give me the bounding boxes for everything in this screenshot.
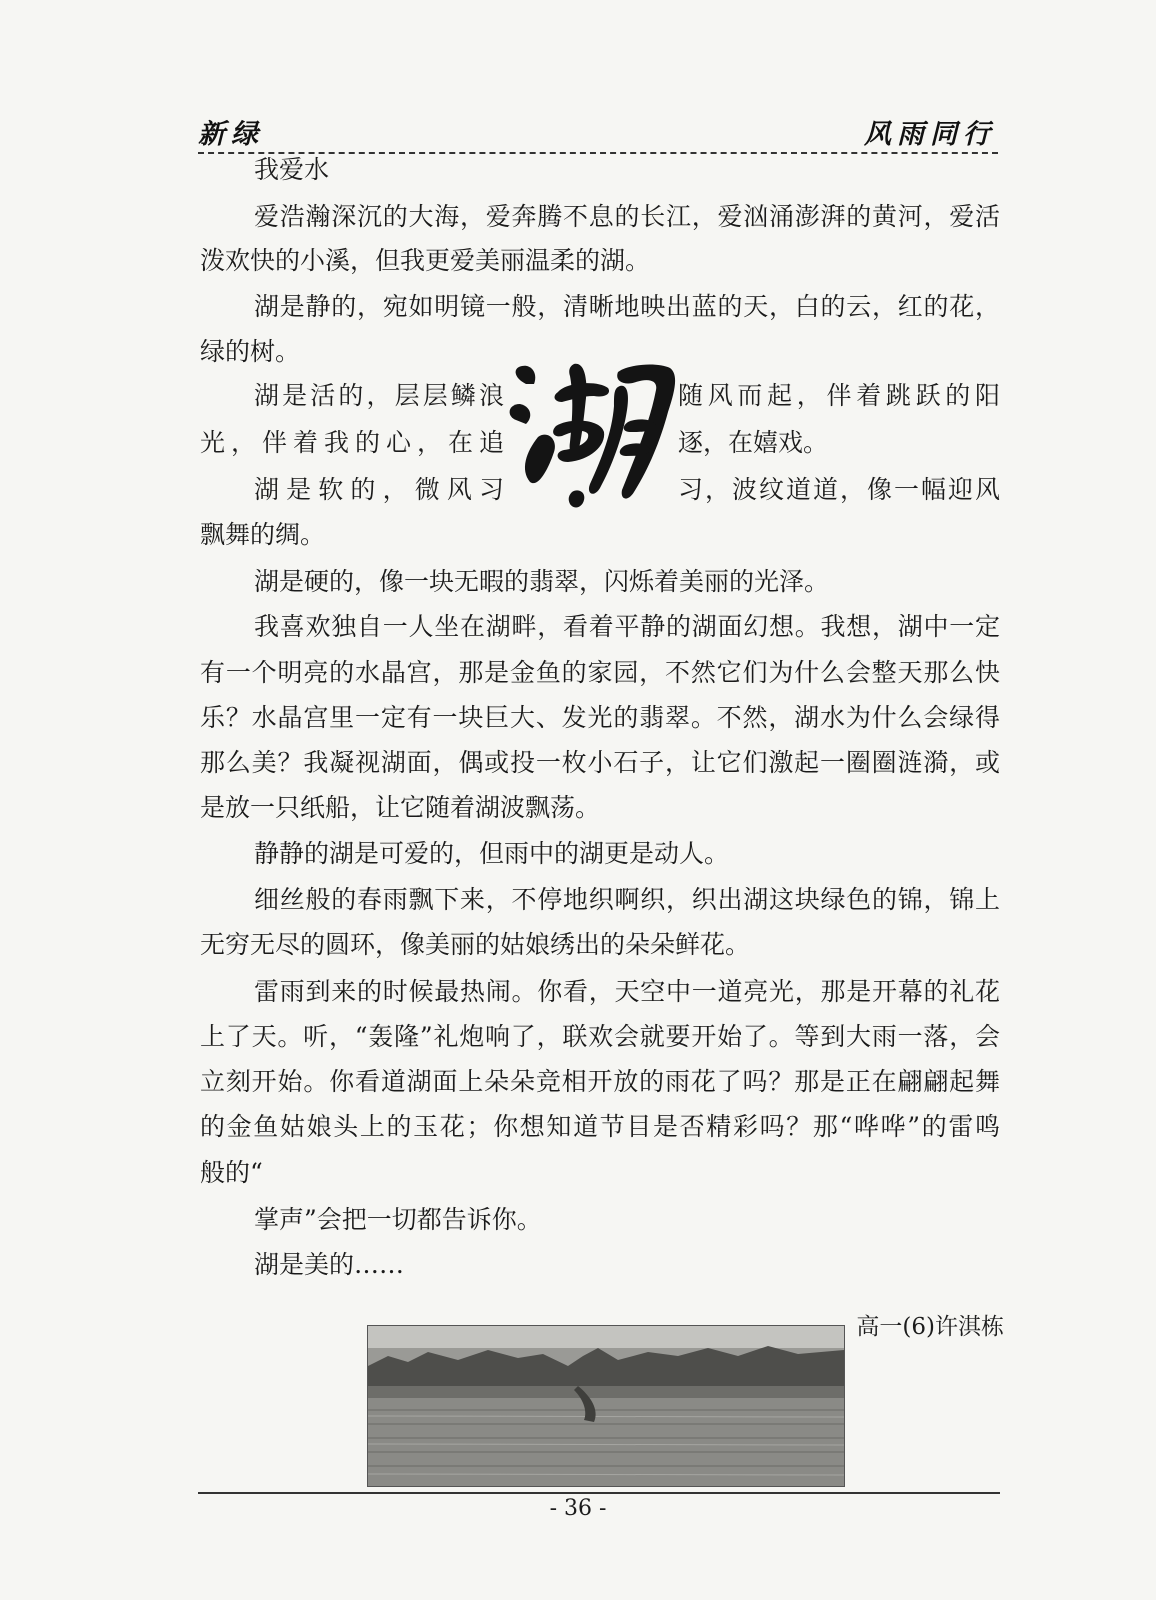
paragraph-line: 飘舞的绸。 <box>200 520 326 549</box>
article-title: 我爱水 <box>254 155 330 184</box>
paragraph-line: 的金鱼姑娘头上的玉花；你想知道节目是否精彩吗？那“哗哗”的雷鸣 <box>200 1112 1000 1141</box>
paragraph-line: 那么美？我凝视湖面，偶或投一枚小石子，让它们激起一圈圈涟漪，或 <box>200 748 1000 777</box>
paragraph-line: 雷雨到来的时候最热闹。你看，天空中一道亮光，那是开幕的礼花 <box>254 977 1000 1006</box>
paragraph-line: 湖是硬的，像一块无暇的翡翠，闪烁着美丽的光泽。 <box>254 567 830 596</box>
paragraph-line: 乐？水晶宫里一定有一块巨大、发光的翡翠。不然，湖水为什么会绿得 <box>200 703 1000 732</box>
paragraph-line: 湖是软的，微风习 <box>254 475 504 504</box>
paragraph-line: 绿的树。 <box>200 337 301 366</box>
page-number: - 36 - <box>549 1496 607 1521</box>
header-left-title: 新绿 <box>198 119 264 150</box>
paragraph-line: 泼欢快的小溪，但我更爱美丽温柔的湖。 <box>200 246 651 275</box>
paragraph-line: 爱浩瀚深沉的大海，爱奔腾不息的长江，爱汹涌澎湃的黄河，爱活 <box>254 202 1000 231</box>
paragraph-line: 上了天。听，“轰隆”礼炮响了，联欢会就要开始了。等到大雨一落，会 <box>200 1022 1000 1051</box>
paragraph-line: 是放一只纸船，让它随着湖波飘荡。 <box>200 793 601 822</box>
paragraph-line: 掌声”会把一切都告诉你。 <box>254 1205 542 1234</box>
paragraph-line: 湖是美的…… <box>254 1250 405 1279</box>
paragraph-line: 有一个明亮的水晶宫，那是金鱼的家园，不然它们为什么会整天那么快 <box>200 658 1000 687</box>
paragraph-line: 静静的湖是可爱的，但雨中的湖更是动人。 <box>254 839 730 868</box>
paragraph-line: 湖是活的，层层鳞浪 <box>254 381 504 410</box>
lake-photo <box>367 1325 845 1487</box>
paragraph-line: 光，伴着我的心，在追 <box>200 428 504 457</box>
header-divider <box>198 152 998 154</box>
author-byline: 高一(6)许淇栋 <box>856 1314 1004 1340</box>
paragraph-line: 习，波纹道道，像一幅迎风 <box>678 475 1000 504</box>
paragraph-line: 无穷无尽的圆环，像美丽的姑娘绣出的朵朵鲜花。 <box>200 930 751 959</box>
paragraph-line: 细丝般的春雨飘下来，不停地织啊织，织出湖这块绿色的锦，锦上 <box>254 885 1000 914</box>
paragraph-line: 立刻开始。你看道湖面上朵朵竞相开放的雨花了吗？那是正在翩翩起舞 <box>200 1067 1000 1096</box>
paragraph-line: 般的“ <box>200 1158 263 1187</box>
header-right-title: 风雨同行 <box>864 119 996 150</box>
paragraph-line: 逐，在嬉戏。 <box>678 428 829 457</box>
footer-divider <box>198 1492 1000 1494</box>
paragraph-line: 随风而起，伴着跳跃的阳 <box>678 381 1000 410</box>
calligraphy-lake-character <box>508 342 680 512</box>
paragraph-line: 湖是静的，宛如明镜一般，清晰地映出蓝的天，白的云，红的花， <box>254 292 1000 321</box>
paragraph-line: 我喜欢独自一人坐在湖畔，看着平静的湖面幻想。我想，湖中一定 <box>254 612 1000 641</box>
